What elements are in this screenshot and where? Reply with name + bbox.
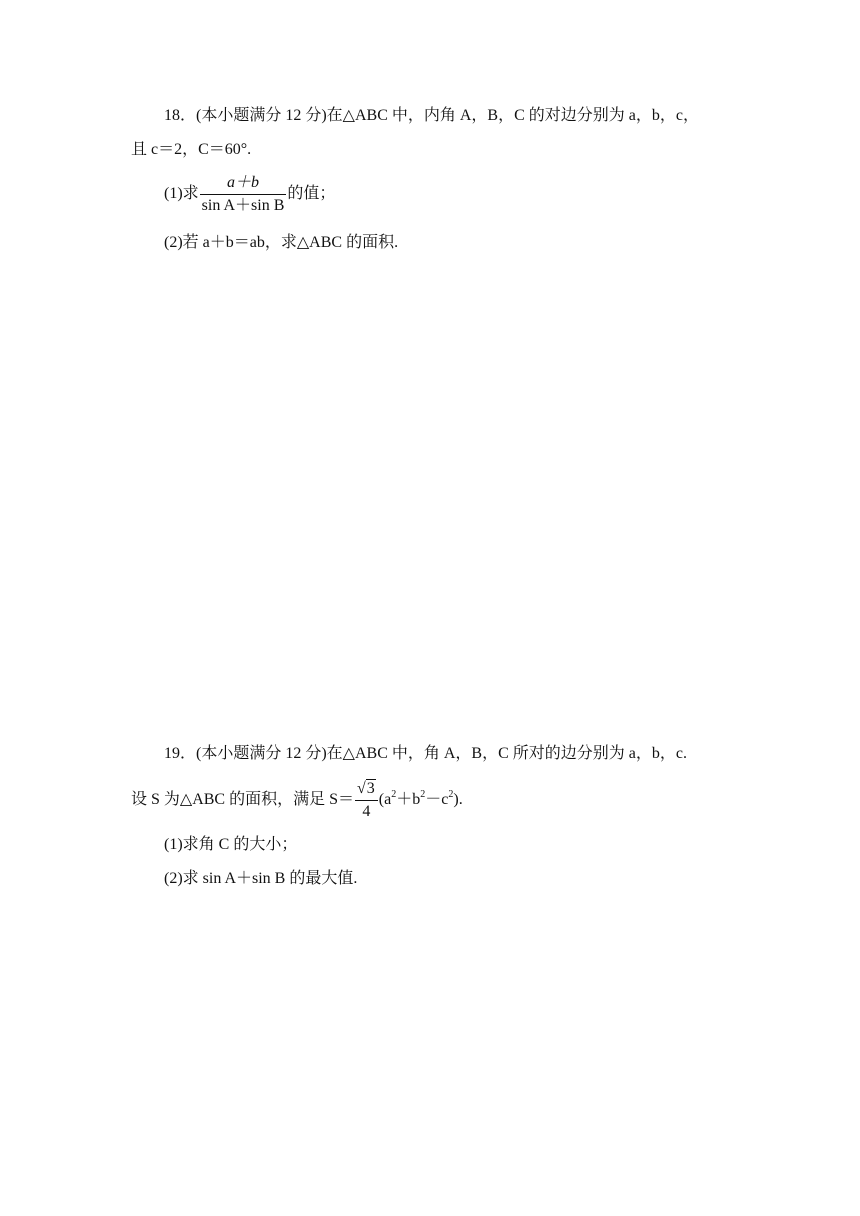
sqrt-symbol: √3 (357, 780, 375, 797)
q18-part1-prefix: (1)求 (164, 185, 199, 203)
q19-stem: (本小题满分 12 分)在△ABC 中，角 A，B，C 所对的边分别为 a，b，c. (196, 745, 687, 762)
q18-number: 18． (164, 107, 197, 124)
q18-line1 (164, 106, 699, 126)
q19-line1 (164, 744, 687, 764)
q19-number: 19． (164, 745, 197, 762)
q19-fraction-denominator: 4 (362, 803, 371, 820)
q19-line2 (131, 780, 463, 821)
q18-stem: (本小题满分 12 分)在△ABC 中，内角 A，B，C 的对边分别为 a，b，c， (196, 107, 699, 124)
q19-part2: (2)求 sin A＋sin B 的最大值. (164, 870, 358, 887)
q18-part1 (164, 174, 335, 215)
q19-fraction-numerator (355, 780, 378, 801)
q19-part1: (1)求角 C 的大小； (164, 836, 298, 853)
q19-fraction (355, 780, 378, 821)
q18-line2: 且 c＝2，C＝60°. (131, 141, 252, 158)
q18-part2: (2)若 a＋b＝ab，求△ABC 的面积. (164, 234, 399, 251)
q18-fraction (200, 174, 287, 215)
q18-fraction-denominator: sin A＋sin B (201, 197, 285, 214)
q19-line2-prefix: 设 S 为△ABC 的面积，满足 S＝ (131, 791, 355, 809)
q19-expr-a: $(a^2+b^2-c^2)$. (378, 789, 463, 809)
q18-fraction-numerator: a＋b (200, 174, 287, 195)
q18-part1-suffix: 的值； (287, 185, 336, 203)
